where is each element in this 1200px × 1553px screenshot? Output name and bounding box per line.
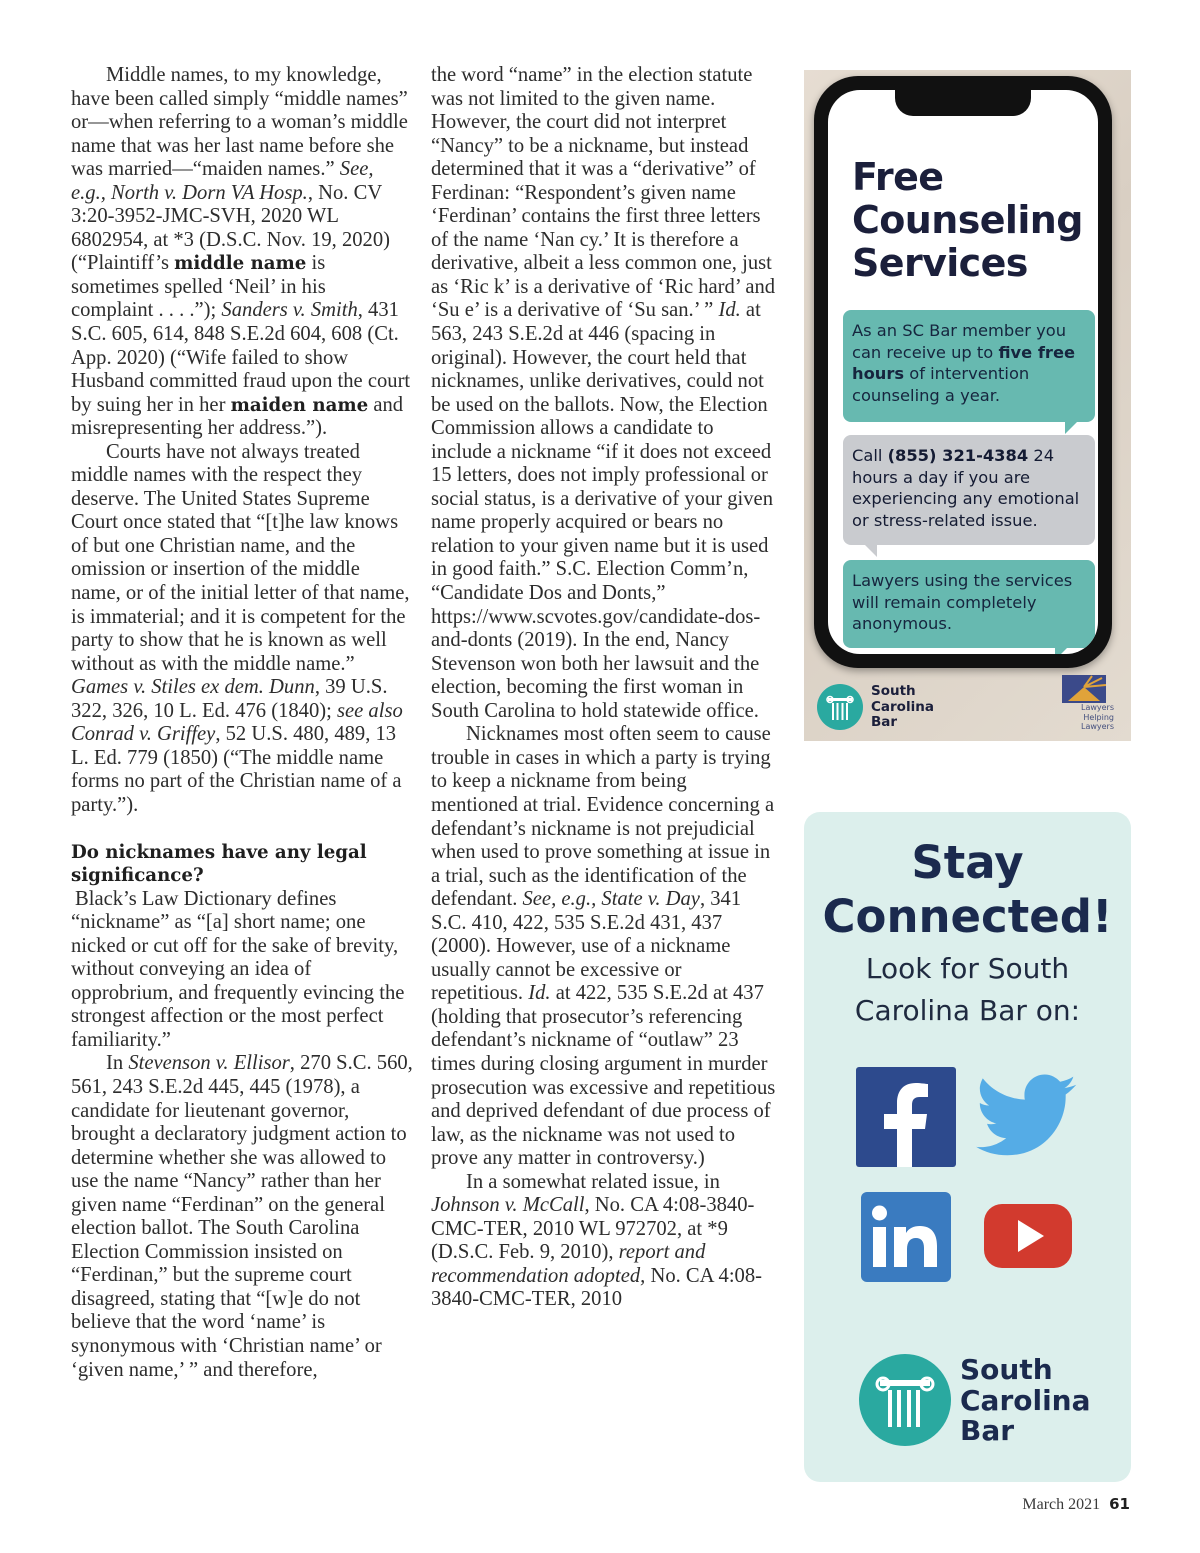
message-bubble-call: Call (855) 321-4384 24 hours a day if you are experiencing any emotional or stress-related issue.: [843, 435, 1095, 545]
sunburst-icon: [1062, 675, 1106, 703]
pillar-icon: [816, 683, 864, 731]
phone-illustration: [814, 76, 1112, 668]
page-footer: [1022, 1495, 1130, 1514]
page-number: 61: [1109, 1495, 1130, 1513]
counseling-ad: [804, 70, 1131, 741]
article-column-2: [431, 64, 776, 1312]
paragraph-nickname-trial: Nicknames most often seem to cause trouble in cases in which a party is trying to keep a nickname from being mentioned at trial. Evidence concerning a defendant’s nickname is not prejudicial when used to prove something at issue in a trial, such as the identification of the defendant. See, e.g., State v. Day, 341 S.C. 410, 422, 535 S.E.2d 431, 437 (2000). However, use of a nickname usually cannot be excessive or repetitious. Id. at 422, 535 S.E.2d at 437 (holding that prosecutor’s referencing defendant’s nickname of “outlaw” 23 times during closing argument in murder prosecution was excessive and repetitious and deprived defendant of due process of law, as the nickname was not used to prove any matter in controversy.): [431, 723, 776, 1170]
facebook-icon[interactable]: [856, 1067, 956, 1167]
twitter-icon[interactable]: [976, 1074, 1078, 1160]
sc-bar-logo: [816, 682, 956, 734]
stay-connected-ad: [804, 812, 1131, 1482]
sc-bar-pillar-logo-icon: [858, 1353, 952, 1447]
sc-bar-logo-text: South Carolina Bar: [871, 683, 934, 730]
message-bubble-anonymous: Lawyers using the services will remain completely anonymous.: [843, 560, 1095, 648]
message-bubble-free-hours: As an SC Bar member you can receive up to five free hours of intervention counseling a year.: [843, 310, 1095, 422]
linkedin-icon[interactable]: [861, 1192, 951, 1282]
paragraph-middle-names: Middle names, to my knowledge, have been called simply “middle names” or—when referring to a woman’s middle name that was her last name before she was married—“maiden names.” See, e.g., North v. Dorn VA Hosp., No. CV 3:20-3952-JMC-SVH, 2020 WL 6802954, at *3 (D.S.C. Nov. 19, 2020) (“Plaintiff’s middle name is sometimes spelled ‘Neil’ in his complaint . . . .”); Sanders v. Smith, 431 S.C. 605, 614, 848 S.E.2d 604, 608 (Ct. App. 2020) (“Wife failed to show Husband committed fraud upon the court by suing her in her maiden name and misrepresenting her address.”).: [71, 64, 411, 440]
paragraph-stevenson: In Stevenson v. Ellisor, 270 S.C. 560, 561, 243 S.E.2d 445, 445 (1978), a candidate for lieutenant governor, brought a declaratory judgment action to determine whether she was allowed to use the name “Nancy” rather than her given name “Ferdinan” on the general election ballot. The South Carolina Election Commission insisted on “Ferdinan,” but the supreme court disagreed, stating that “[w]e do not believe that the word ‘name’ is synonymous with ‘Christian name’ or ‘given name,’ ” and therefore,: [71, 1052, 413, 1381]
youtube-icon[interactable]: [984, 1204, 1072, 1268]
section-heading-nicknames: Do nicknames have any legal significance?: [71, 841, 367, 887]
lawyers-helping-lawyers-text: Lawyers Helping Lawyers: [1080, 703, 1114, 731]
paragraph-blacks-law: Black’s Law Dictionary defines “nickname” as “[a] short name; one nicked or cut off for the sake of brevity, without conveying an idea of opprobrium, and frequently evincing the strongest affection or the most perfect familiarity.”: [71, 887, 405, 1051]
stay-connected-title: Stay Connected!: [822, 836, 1113, 943]
sc-bar-logo-text: South Carolina Bar: [960, 1353, 1091, 1447]
paragraph-courts: Courts have not always treated middle names with the respect they deserve. The United States Supreme Court once stated that “[t]he law knows of but one Christian name, and the omission or insertion of the middle name, or of the initial letter of that name, is immaterial; and it is competent for the party to show that he is known as well without as with the middle name.” Games v. Stiles ex dem. Dunn, 39 U.S. 322, 326, 10 L. Ed. 476 (1840); see also Conrad v. Griffey, 52 U.S. 480, 489, 13 L. Ed. 779 (1850) (“The middle name forms no part of the Christian name of a party.”).: [71, 440, 410, 816]
issue-date: March 2021: [1022, 1496, 1101, 1513]
phone-notch: [895, 90, 1031, 116]
paragraph-name-statute: the word “name” in the election statute was not limited to the given name. However, the court did not interpret “Nancy” to be a nickname, but instead determined that it was a “derivative” of Ferdinan: “Respondent’s given name ‘Ferdinan’ contains the first three letters of the name ‘Nan cy.’ It is therefore a derivative, albeit a less common one, just as ‘Ric k’ is a derivative of ‘Ric hard’ and ‘Su e’ is a derivative of ‘Su san.’ ” Id. at 563, 243 S.E.2d at 446 (spacing in original). However, the court held that nicknames, unlike derivatives, could not be used on the ballots. Now, the Election Commission allows a candidate to include a nickname “if it does not exceed 15 letters, does not imply professional or social status, is a derivative of your given name properly acquired or bears no relation to your given name but it is used in good faith.” S.C. Election Comm’n, “Candidate Dos and Donts,” https://www.scvotes.gov/candidate-dos-and-donts (2019). In the end, Nancy Stevenson won both her lawsuit and the election, becoming the first woman in South Carolina to hold statewide office.: [431, 64, 776, 722]
counseling-ad-title: Free Counseling Services: [852, 155, 1083, 285]
article-column-1: [71, 64, 413, 1382]
phone-screen: [828, 90, 1098, 654]
lawyers-helping-lawyers-logo: [1060, 675, 1120, 737]
stay-connected-subtitle: Look for South Carolina Bar on:: [854, 952, 1081, 1027]
paragraph-johnson: In a somewhat related issue, in Johnson v. McCall, No. CA 4:08-3840-CMC-TER, 2010 WL 972702, at *9 (D.S.C. Feb. 9, 2010), report and recommendation adopted, No. CA 4:08-3840-CMC-TER, 2010: [431, 1170, 763, 1311]
